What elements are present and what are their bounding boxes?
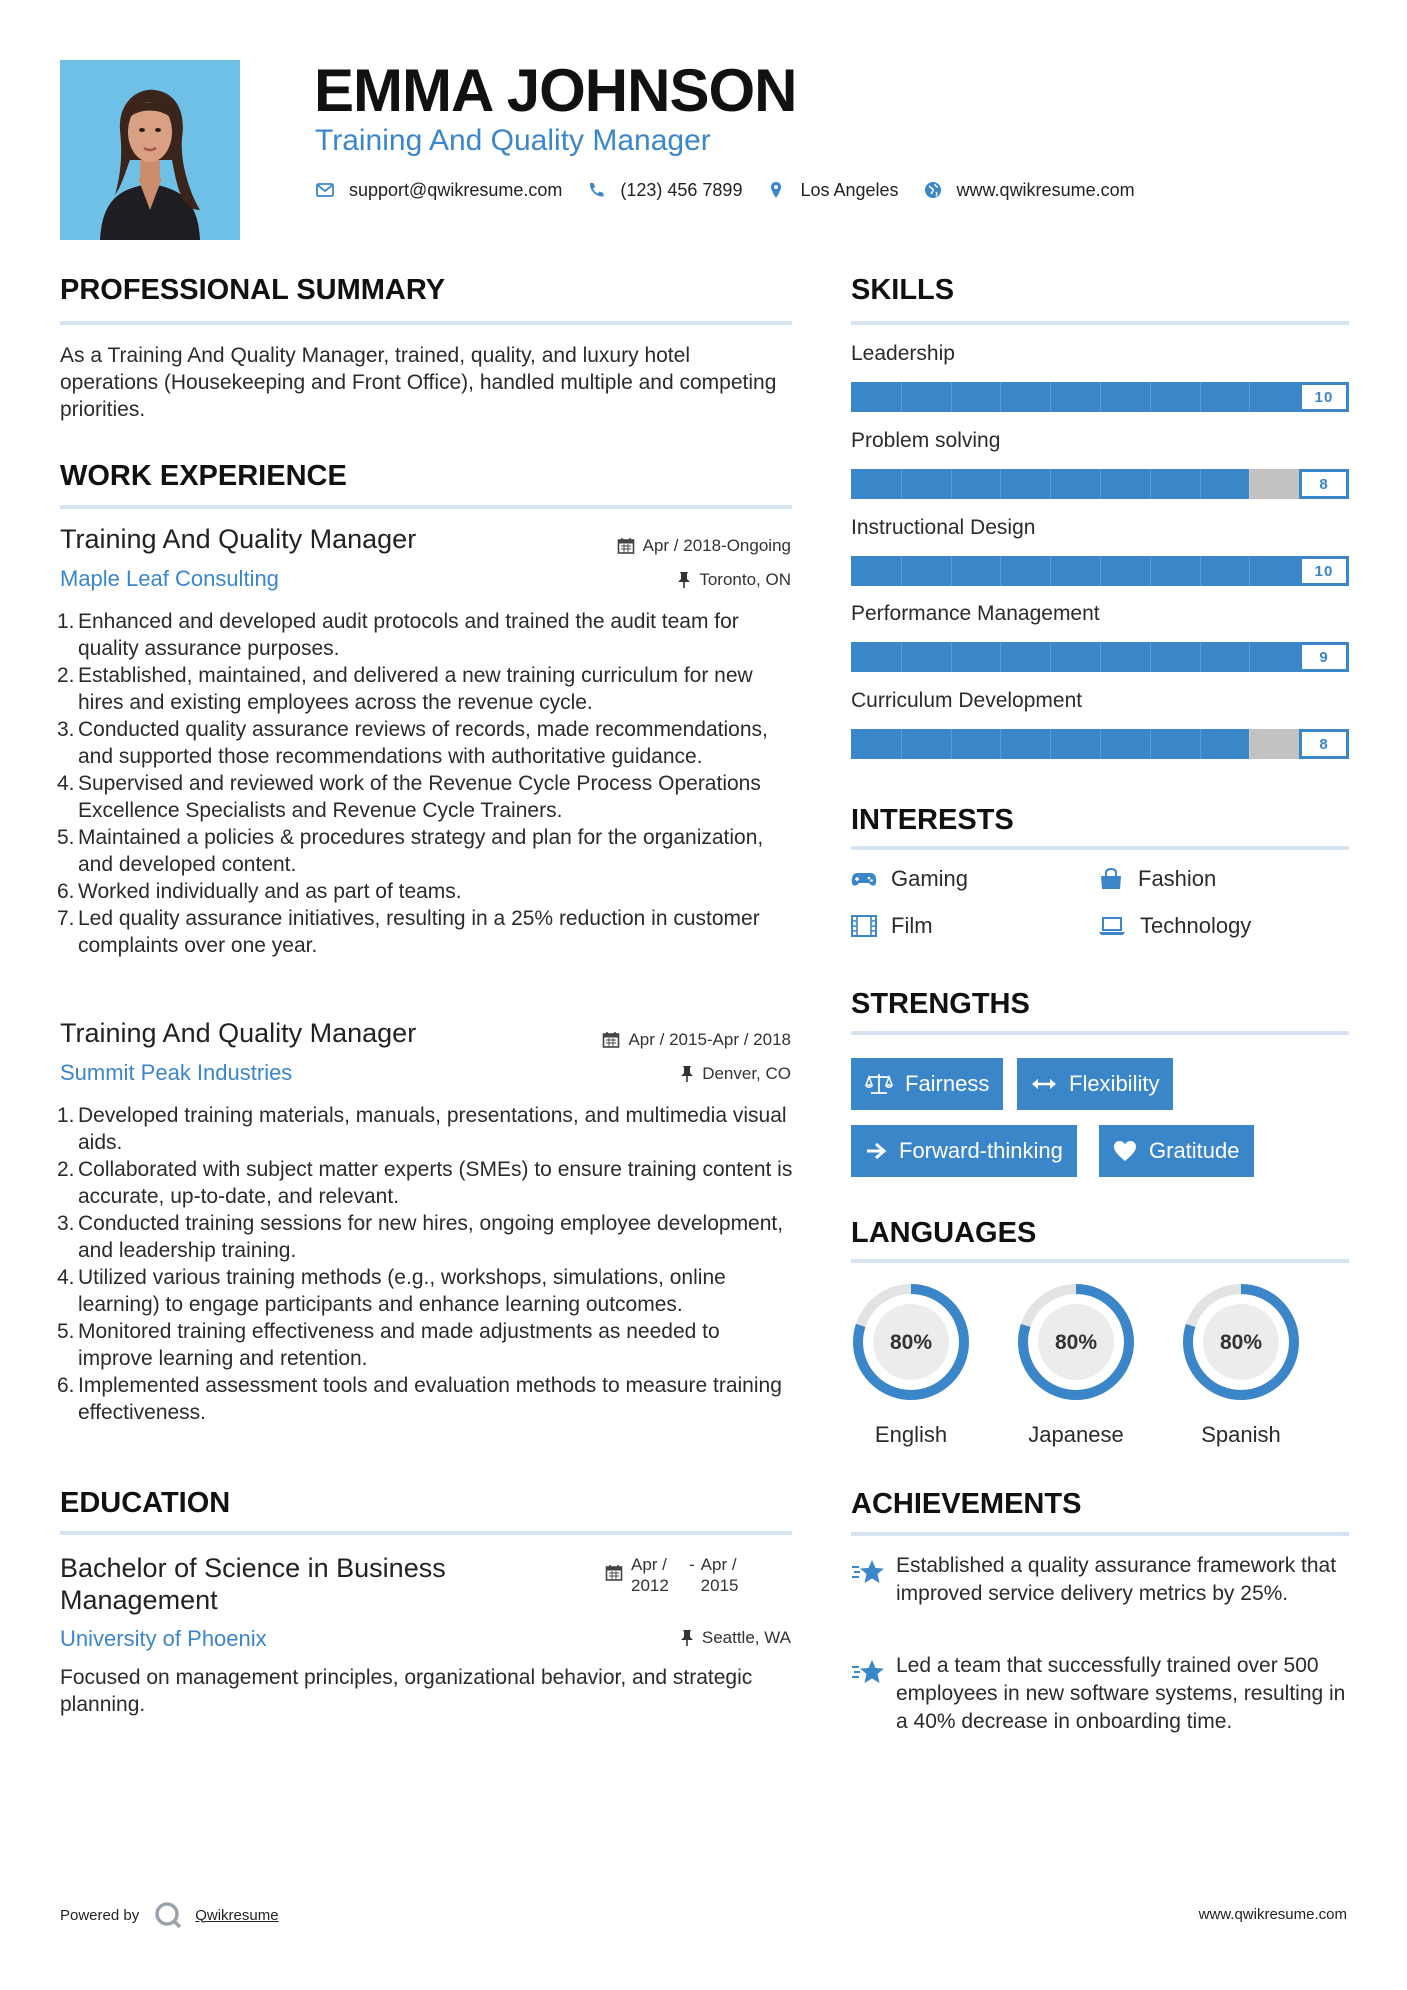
globe-icon [923, 180, 943, 200]
skill-bar-fill [851, 642, 1299, 672]
interest-label: Film [891, 913, 933, 938]
balance-scale-icon [865, 1072, 893, 1096]
summary-divider [60, 321, 792, 325]
job-bullets [57, 1102, 794, 1426]
skill-name: Instructional Design [851, 516, 1036, 539]
skill-segment-divider [901, 382, 902, 412]
language-item [1014, 1280, 1138, 1447]
skill-bar [851, 469, 1349, 499]
skill-segment-divider [1050, 469, 1051, 499]
laptop-icon [1098, 916, 1126, 936]
language-item [1179, 1280, 1303, 1447]
education-end: Apr / 2015 [700, 1555, 739, 1595]
summary-title: PROFESSIONAL SUMMARY [60, 274, 446, 306]
pushpin-icon [680, 1629, 694, 1647]
job-title: Training And Quality Manager [60, 1018, 417, 1048]
map-pin-icon [766, 180, 786, 200]
arrow-right-icon [865, 1141, 887, 1161]
arrows-horizontal-icon [1031, 1074, 1057, 1094]
footer-powered-by [60, 1900, 279, 1930]
skill-segment-divider [1249, 469, 1250, 499]
job-dates-text: Apr / 2015-Apr / 2018 [628, 1030, 791, 1049]
film-icon [851, 915, 877, 937]
skill-segment-divider [1000, 556, 1001, 586]
date-separator: - [689, 1555, 695, 1574]
skill-segment-divider [1150, 469, 1151, 499]
list-item: 5. Maintained a policies & procedures strategy and plan for the organization, and developed content. [57, 826, 764, 876]
star-icon [851, 1658, 885, 1686]
job-location-text: Denver, CO [702, 1064, 791, 1083]
language-item [849, 1280, 973, 1447]
skill-segment-divider [901, 469, 902, 499]
strengths-title: STRENGTHS [851, 988, 1030, 1020]
skill-segment-divider [1000, 642, 1001, 672]
calendar-icon [602, 1031, 620, 1049]
school-name: University of Phoenix [60, 1626, 267, 1651]
strength-label: Forward-thinking [899, 1138, 1063, 1163]
candidate-role: Training And Quality Manager [315, 124, 711, 157]
skill-segment-divider [1100, 729, 1101, 759]
language-ring [1179, 1280, 1303, 1404]
contact-website[interactable]: www.qwikresume.com [956, 179, 1135, 200]
list-item: 5. Monitored training effectiveness and made adjustments as needed to improve learning and retention. [57, 1320, 720, 1370]
skill-segment-divider [1150, 556, 1151, 586]
job-location-text: Toronto, ON [699, 570, 791, 589]
skill-name: Performance Management [851, 602, 1100, 625]
education-location-text: Seattle, WA [701, 1628, 791, 1647]
achievements-title: ACHIEVEMENTS [851, 1488, 1082, 1520]
contact-email[interactable]: support@qwikresume.com [349, 179, 563, 200]
powered-by-label: Powered by [60, 1906, 140, 1924]
skill-level-badge: 10 [1299, 382, 1349, 412]
qwikresume-link[interactable]: Qwikresume [195, 1906, 279, 1924]
strength-label: Gratitude [1149, 1138, 1240, 1163]
summary-text: As a Training And Quality Manager, trained, quality, and luxury hotel operations (Housekeeping and Front Office), handled multiple and competing priorities. [60, 344, 777, 421]
list-item: 4. Supervised and reviewed work of the Revenue Cycle Process Operations Excellence Specialists and Revenue Cycle Trainers. [57, 772, 761, 822]
contact-bar [315, 177, 1159, 203]
language-ring [1014, 1280, 1138, 1404]
interest-item [851, 866, 968, 892]
skill-level-badge: 8 [1299, 729, 1349, 759]
skill-segment-divider [951, 382, 952, 412]
skill-bar [851, 382, 1349, 412]
phone-icon [586, 180, 606, 200]
languages-title: LANGUAGES [851, 1217, 1037, 1249]
list-item: 1. Developed training materials, manuals, presentations, and multimedia visual aids. [57, 1104, 787, 1154]
skill-segment-divider [951, 729, 952, 759]
skill-segment-divider [1000, 382, 1001, 412]
skill-segment-divider [1050, 556, 1051, 586]
skill-bar [851, 556, 1349, 586]
skill-segment-divider [1249, 382, 1250, 412]
skill-segment-divider [901, 556, 902, 586]
skill-segment-divider [951, 642, 952, 672]
skill-segment-divider [1100, 556, 1101, 586]
job-title: Training And Quality Manager [60, 524, 417, 554]
language-percent: 80% [1219, 1331, 1263, 1354]
interest-item [1098, 866, 1216, 892]
experience-divider [60, 505, 792, 509]
skill-bar [851, 642, 1349, 672]
strength-label: Flexibility [1069, 1071, 1160, 1096]
skill-segment-divider [1050, 729, 1051, 759]
language-percent: 80% [1054, 1331, 1098, 1354]
skill-segment-divider [1200, 642, 1201, 672]
profile-photo [60, 60, 240, 240]
interests-divider [851, 846, 1349, 850]
skill-segment-divider [901, 729, 902, 759]
qwikresume-logo-icon [153, 1900, 183, 1930]
list-item: 4. Utilized various training methods (e.g., workshops, simulations, online learning) to engage participants and enhance learning outcomes. [57, 1266, 726, 1316]
skill-segment-divider [1200, 729, 1201, 759]
degree-title: Bachelor of Science in Business Management [60, 1553, 446, 1615]
interest-item [851, 913, 933, 939]
list-item: 2. Established, maintained, and delivered a new training curriculum for new hires and existing employees across the revenue cycle. [57, 664, 753, 714]
strength-label: Fairness [905, 1071, 990, 1096]
education-start: Apr / 2012 [631, 1555, 669, 1595]
interest-item [1098, 913, 1251, 939]
language-ring [849, 1280, 973, 1404]
heart-icon [1113, 1140, 1137, 1162]
list-item: 6. Implemented assessment tools and evaluation methods to measure training effectiveness. [57, 1374, 782, 1424]
education-dates [605, 1554, 749, 1596]
skill-segment-divider [1100, 469, 1101, 499]
footer-website[interactable]: www.qwikresume.com [1198, 1906, 1347, 1923]
skill-segment-divider [951, 469, 952, 499]
list-item: 7. Led quality assurance initiatives, resulting in a 25% reduction in customer complaints over one year. [57, 907, 760, 957]
strength-tag [1099, 1125, 1254, 1177]
language-percent: 80% [889, 1331, 933, 1354]
interest-label: Fashion [1138, 866, 1217, 891]
skill-segment-divider [1249, 642, 1250, 672]
skill-name: Problem solving [851, 429, 1001, 452]
skill-segment-divider [1050, 642, 1051, 672]
list-item: 6. Worked individually and as part of teams. [57, 880, 462, 903]
skill-level-badge: 9 [1299, 642, 1349, 672]
skill-name: Leadership [851, 342, 955, 365]
skill-segment-divider [1249, 556, 1250, 586]
skill-segment-divider [1150, 729, 1151, 759]
job-location [677, 570, 791, 590]
skill-segment-divider [1100, 382, 1101, 412]
job-dates [602, 1030, 791, 1050]
skill-segment-divider [1000, 469, 1001, 499]
interest-label: Gaming [891, 866, 969, 891]
job-location [680, 1064, 791, 1084]
achievements-divider [851, 1532, 1349, 1536]
pushpin-icon [677, 571, 691, 589]
job-dates-text: Apr / 2018-Ongoing [642, 536, 791, 555]
contact-phone[interactable]: (123) 456 7899 [620, 179, 743, 200]
strength-tag [851, 1058, 1003, 1110]
list-item: 2. Collaborated with subject matter experts (SMEs) to ensure training content is accurate, up-to-date, and relevant. [57, 1158, 793, 1208]
skill-segment-divider [1000, 729, 1001, 759]
education-divider [60, 1531, 792, 1535]
job-dates [617, 536, 791, 556]
job-bullets [57, 608, 794, 959]
list-item: 3. Conducted quality assurance reviews of records, made recommendations, and supported those recommendations with authoritative guidance. [57, 718, 768, 768]
language-name: Japanese [1028, 1422, 1124, 1447]
skill-segment-divider [1050, 382, 1051, 412]
achievement-text: Led a team that successfully trained over 500 employees in new software systems, resulting in a 40% decrease in onboarding time. [896, 1654, 1346, 1733]
list-item: 3. Conducted training sessions for new hires, ongoing employee development, and leadership training. [57, 1212, 784, 1262]
contact-location: Los Angeles [800, 179, 899, 200]
list-item: 1. Enhanced and developed audit protocols and trained the audit team for quality assurance purposes. [57, 610, 739, 660]
skill-level-badge: 8 [1299, 469, 1349, 499]
job-company: Summit Peak Industries [60, 1060, 293, 1085]
education-location [680, 1628, 791, 1648]
candidate-name: EMMA JOHNSON [314, 57, 797, 124]
education-title: EDUCATION [60, 1487, 231, 1519]
strength-tag [1017, 1058, 1173, 1110]
job-company: Maple Leaf Consulting [60, 566, 279, 591]
strengths-divider [851, 1031, 1349, 1035]
skill-segment-divider [951, 556, 952, 586]
skill-segment-divider [1249, 729, 1250, 759]
achievement-text: Established a quality assurance framework that improved service delivery metrics by 25%. [896, 1554, 1337, 1605]
education-description: Focused on management principles, organizational behavior, and strategic planning. [60, 1666, 753, 1716]
interest-label: Technology [1140, 913, 1252, 938]
skill-name: Curriculum Development [851, 689, 1083, 712]
skill-segment-divider [1200, 469, 1201, 499]
shopping-bag-icon [1098, 868, 1124, 890]
skill-segment-divider [1150, 642, 1151, 672]
gamepad-icon [851, 869, 877, 889]
skill-segment-divider [1200, 556, 1201, 586]
language-name: English [874, 1422, 948, 1447]
skill-segment-divider [1150, 382, 1151, 412]
experience-title: WORK EXPERIENCE [60, 460, 347, 492]
skills-title: SKILLS [851, 274, 955, 306]
skills-divider [851, 321, 1349, 325]
interests-title: INTERESTS [851, 804, 1014, 836]
skill-bar [851, 729, 1349, 759]
languages-divider [851, 1259, 1349, 1263]
skill-segment-divider [1100, 642, 1101, 672]
language-name: Spanish [1201, 1422, 1281, 1447]
strength-tag [851, 1125, 1077, 1177]
pushpin-icon [680, 1065, 694, 1083]
skill-segment-divider [1200, 382, 1201, 412]
star-icon [851, 1558, 885, 1586]
envelope-icon [315, 180, 335, 200]
skill-level-badge: 10 [1299, 556, 1349, 586]
calendar-icon [617, 537, 635, 555]
skill-segment-divider [901, 642, 902, 672]
calendar-icon [605, 1564, 623, 1582]
